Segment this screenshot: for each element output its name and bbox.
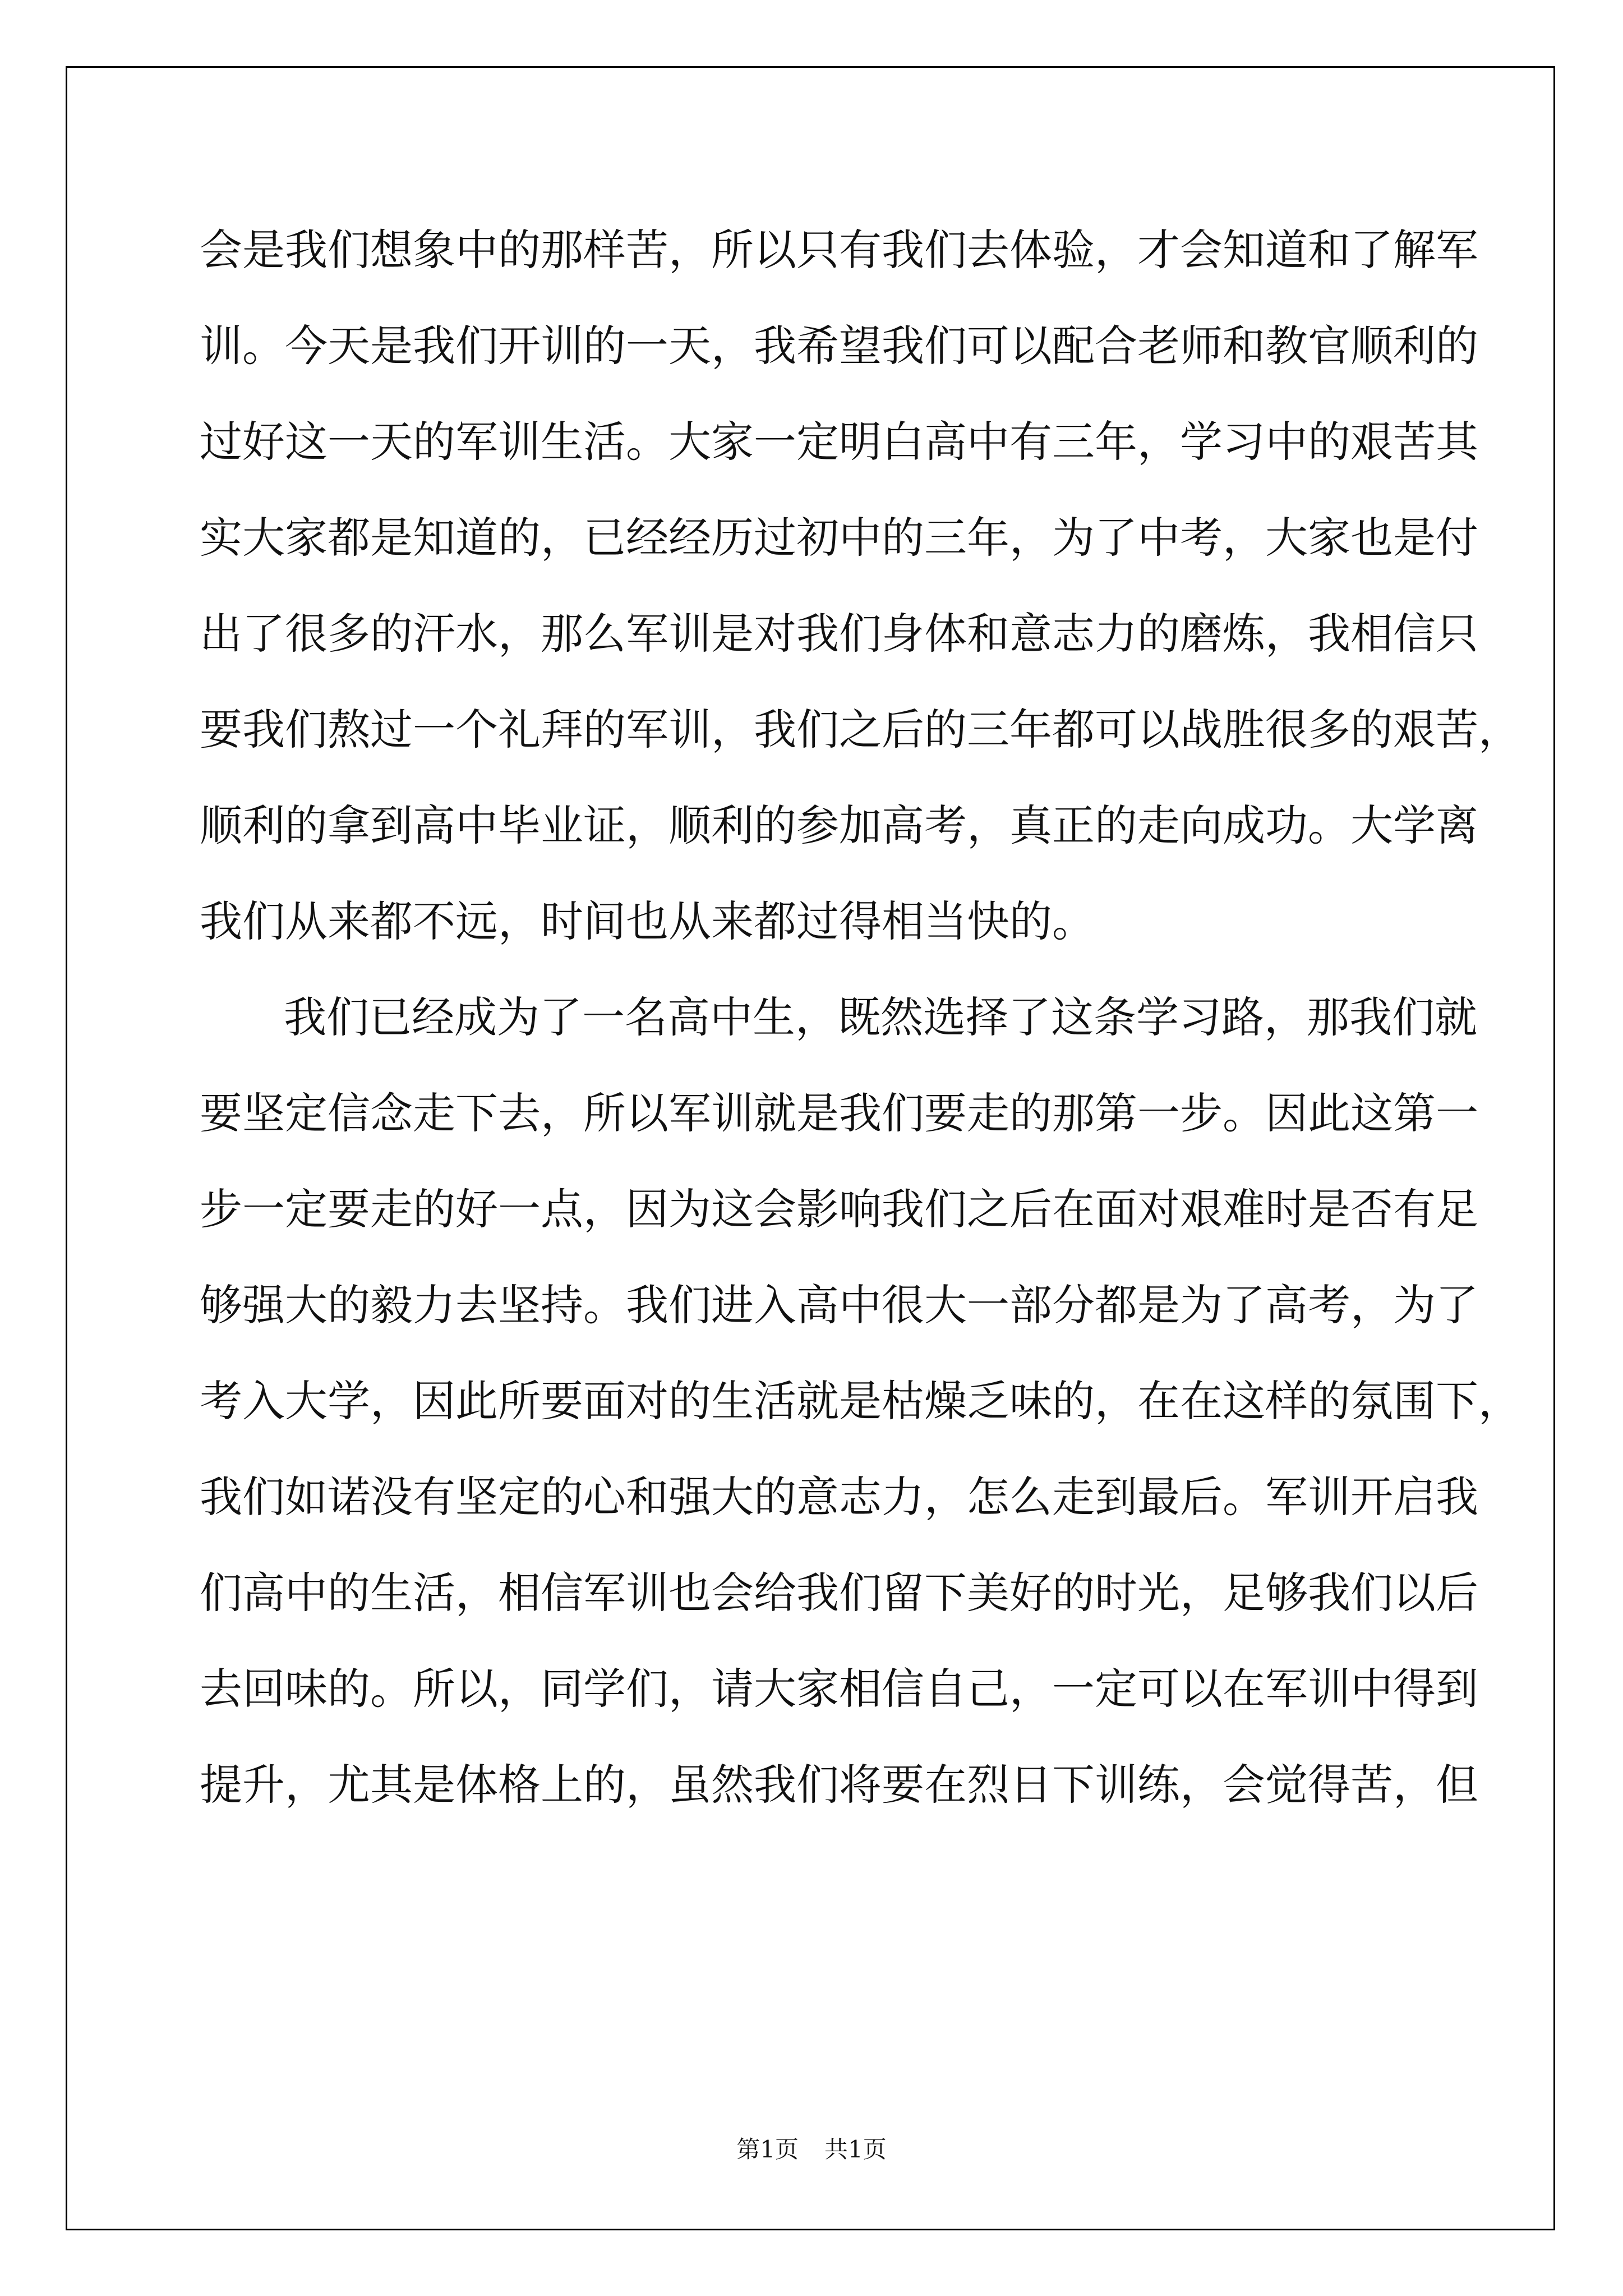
text-line: 考入大学，因此所要面对的生活就是枯燥乏味的，在在这样的氛围下， [200,1376,1521,1426]
text-line: 我们如诺没有坚定的心和强大的意志力，怎么走到最后。军训开启我 [200,1472,1478,1522]
document-body [200,202,1521,1833]
text-line: 训。今天是我们开训的一天，我希望我们可以配合老师和教官顺利的 [200,321,1478,371]
text-line: 去回味的。所以，同学们，请大家相信自己，一定可以在军训中得到 [200,1664,1478,1714]
text-line: 出了很多的汗水，那么军训是对我们身体和意志力的磨炼，我相信只 [200,609,1478,659]
page-footer [0,2136,1623,2164]
text-line: 提升，尤其是体格上的，虽然我们将要在烈日下训练，会觉得苦，但 [200,1760,1478,1810]
text-line: 过好这一天的军训生活。大家一定明白高中有三年，学习中的艰苦其 [200,417,1478,467]
paragraph-1 [200,202,1521,969]
text-line: 实大家都是知道的，已经经历过初中的三年，为了中考，大家也是付 [200,513,1478,563]
text-line: 够强大的毅力去坚持。我们进入高中很大一部分都是为了高考，为了 [200,1280,1478,1330]
text-line: 要我们熬过一个礼拜的军训，我们之后的三年都可以战胜很多的艰苦， [200,705,1521,754]
text-line: 步一定要走的好一点，因为这会影响我们之后在面对艰难时是否有足 [200,1184,1478,1234]
text-line: 顺利的拿到高中毕业证，顺利的参加高考，真正的走向成功。大学离 [200,800,1478,850]
page-number: 第1页 [736,2136,799,2163]
text-line: 们高中的生活，相信军训也会给我们留下美好的时光，足够我们以后 [200,1568,1478,1618]
paragraph-2 [200,969,1521,1833]
page-total: 共1页 [824,2136,887,2163]
text-line: 要坚定信念走下去，所以军训就是我们要走的那第一步。因此这第一 [200,1088,1478,1138]
text-line: 我们从来都不远，时间也从来都过得相当快的。 [200,896,1095,946]
text-line: 我们已经成为了一名高中生，既然选择了这条学习路，那我们就 [284,992,1477,1042]
text-line: 会是我们想象中的那样苦，所以只有我们去体验，才会知道和了解军 [200,225,1478,275]
